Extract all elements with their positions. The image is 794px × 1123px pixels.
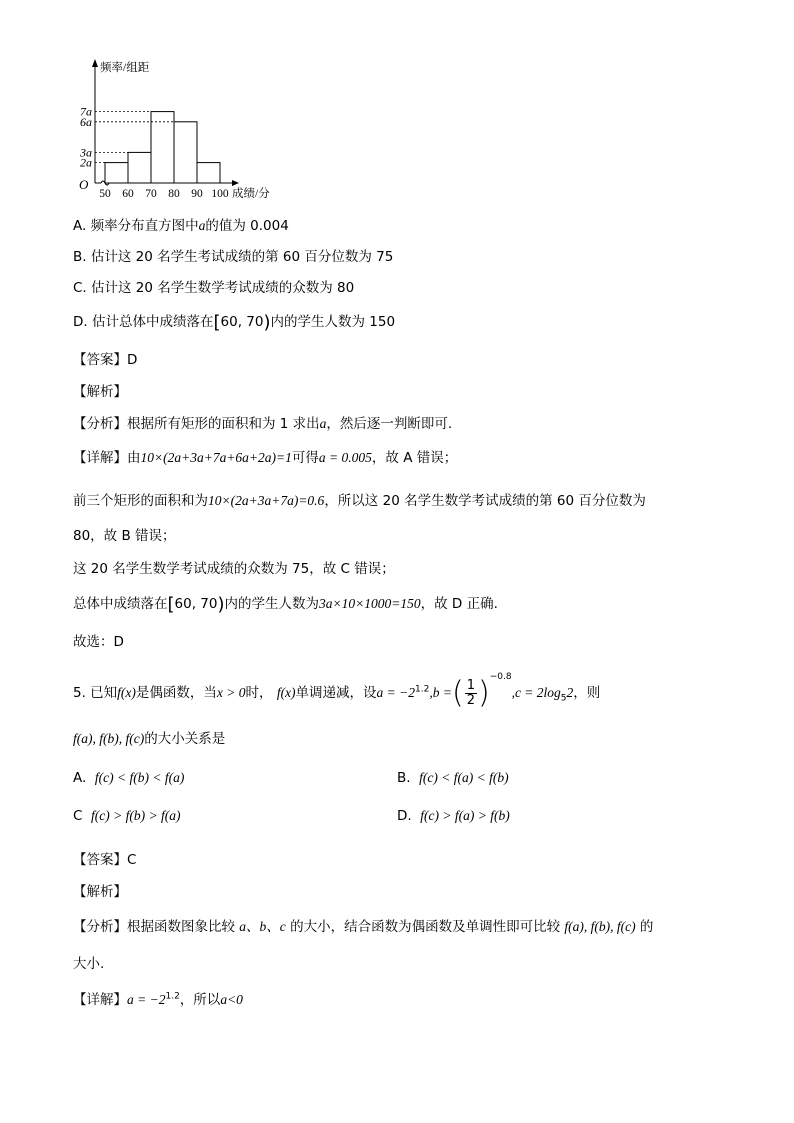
- frequency-histogram: [60, 55, 300, 205]
- q4-option-a: A. 频率分布直方图中a的值为 0.004: [73, 218, 289, 234]
- histogram-bar: [105, 163, 128, 183]
- q4-line3: 80，故 B 错误；: [73, 528, 176, 544]
- x-tick-label: 50: [99, 188, 111, 200]
- y-axis-label: 频率/组距: [100, 62, 150, 74]
- y-tick-label: 7a: [80, 104, 92, 119]
- q5-xiangjie: 【详解】$a = -2^{1.2}$，所以a<0: [73, 991, 243, 1008]
- q4-line2: 前三个矩形的面积和为10×(2a+3a+7a)=0.6，所以这 20 名学生数学考试成绩的第 60 百分位数为: [73, 493, 646, 509]
- q4-xiangjie: 【详解】由10×(2a+3a+7a+6a+2a)=1可得a = 0.005，故 A 错误；: [73, 450, 458, 466]
- x-tick-label: 70: [145, 188, 157, 200]
- q5-answer: 【答案】C: [73, 852, 137, 868]
- histogram-bar: [151, 112, 174, 183]
- origin-label: O: [79, 177, 89, 192]
- y-tick-label: 3a: [80, 145, 92, 160]
- q4-line4: 这 20 名学生数学考试成绩的众数为 75，故 C 错误；: [73, 561, 395, 577]
- y-tick-label: 2a: [80, 155, 92, 170]
- x-tick-label: 80: [168, 188, 180, 200]
- q5-analysis-heading: 【解析】: [73, 884, 127, 900]
- q4-option-d: D. 估计总体中成绩落在[60, 70)内的学生人数为 150: [73, 312, 396, 333]
- q5-fenxi-line2: 大小.: [73, 956, 105, 972]
- x-axis-arrow: [232, 180, 239, 186]
- y-axis-arrow: [92, 59, 98, 67]
- q4-analysis-heading: 【解析】: [73, 384, 127, 400]
- histogram-bar: [128, 152, 151, 183]
- histogram-bar: [174, 122, 197, 183]
- q5-option-d: D. f(c) > f(a) > f(b): [397, 808, 510, 824]
- q4-option-c: C. 估计这 20 名学生数学考试成绩的众数为 80: [73, 280, 355, 296]
- q5-option-b: B. f(c) < f(a) < f(b): [397, 770, 509, 786]
- q4-answer: 【答案】D: [73, 352, 138, 368]
- q5-option-a: A. f(c) < f(b) < f(a): [73, 770, 185, 786]
- histogram-bar: [197, 163, 220, 183]
- y-tick-label: 6a: [80, 114, 92, 129]
- q5-stem-line2: f(a), f(b), f(c)的大小关系是: [73, 731, 226, 747]
- q5-fenxi: 【分析】根据函数图象比较 a、b、c 的大小，结合函数为偶函数及单调性即可比较 f(a), f(b), f(c) 的: [73, 919, 654, 935]
- x-tick-label: 60: [122, 188, 134, 200]
- q4-fenxi: 【分析】根据所有矩形的面积和为 1 求出a，然后逐一判断即可.: [73, 416, 453, 432]
- q4-option-b: B. 估计这 20 名学生考试成绩的第 60 百分位数为 75: [73, 249, 394, 265]
- q4-line5: 总体中成绩落在[60, 70)内的学生人数为3a×10×1000=150，故 D 正确.: [73, 594, 498, 615]
- x-tick-label: 90: [191, 188, 203, 200]
- q5-stem-line1: 5. 已知f(x)是偶函数，当x > 0时， f(x)单调递减，设$a = -2^{1.2},b$ =( $\frac{1}{2}$ )$^{-0.8},c = 2\log_52$，则: [73, 672, 601, 711]
- q5-option-c: C f(c) > f(b) > f(a): [73, 808, 181, 824]
- x-axis-label: 成绩/分: [232, 188, 270, 200]
- x-tick-label: 100: [211, 188, 229, 200]
- q4-final-choice: 故选：D: [73, 634, 124, 650]
